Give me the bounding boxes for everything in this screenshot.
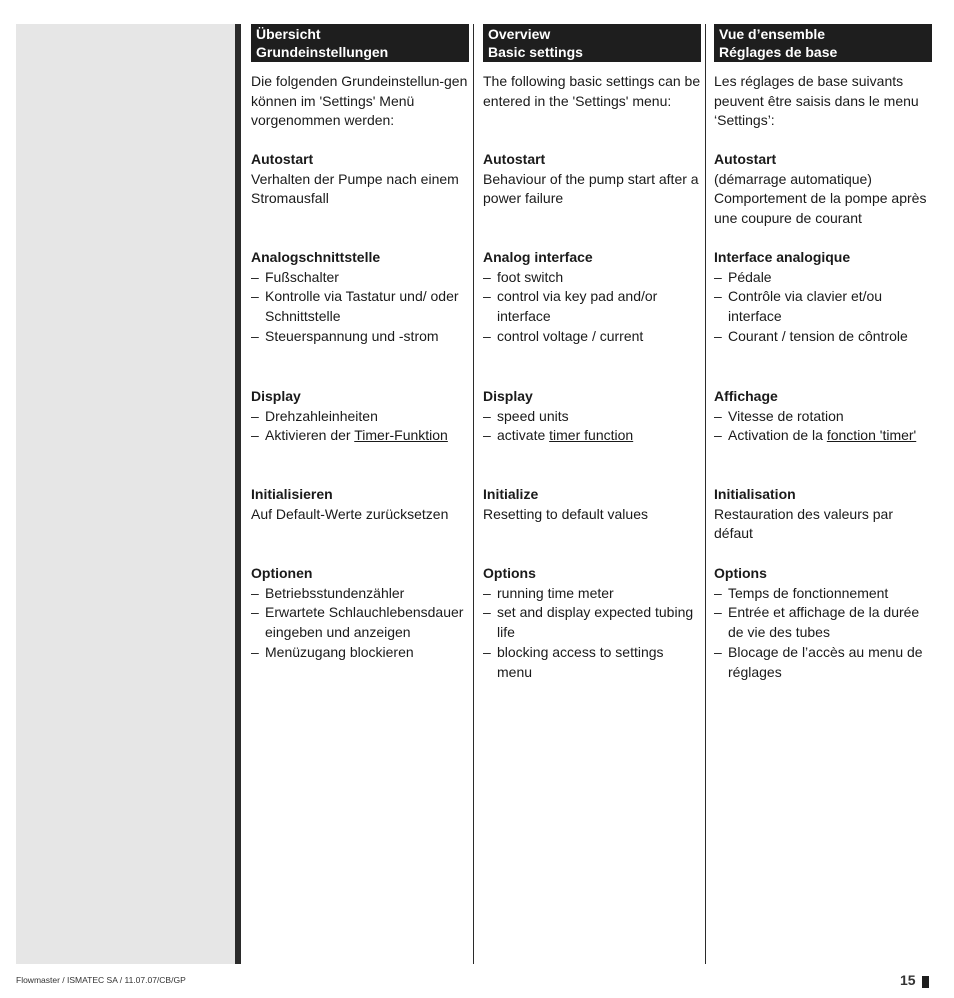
list-item: – Contrôle via clavier et/ou interface <box>714 287 932 326</box>
section-title: Autostart <box>714 151 777 167</box>
section-title: Display <box>251 388 301 404</box>
list-item: – blocking access to settings menu <box>483 643 701 682</box>
column-header <box>251 24 469 62</box>
intro-paragraph: Les réglages de base suivants peuvent être saisis dans le menu ‘Settings’: <box>714 73 919 129</box>
list-item <box>251 426 469 446</box>
section-title: Options <box>714 565 767 581</box>
section-title: Initialisieren <box>251 486 333 502</box>
section-text: Restauration des valeurs par défaut <box>714 505 893 542</box>
bullet-list <box>483 407 701 446</box>
list-item-text: Aktivieren der <box>265 427 355 444</box>
column-german <box>251 24 469 660</box>
section-text: Auf Default-Werte zurücksetzen <box>251 505 449 522</box>
section-analog <box>251 248 469 347</box>
column-divider-2 <box>705 24 706 964</box>
left-gray-panel <box>16 24 235 964</box>
list-item: – Blocage de l’accès au menu de réglages <box>714 643 932 682</box>
list-item: – speed units <box>483 407 701 427</box>
list-item: – Entrée et affichage de la durée de vie des tubes <box>714 603 932 642</box>
section-autostart <box>714 150 932 229</box>
intro-text <box>251 72 469 131</box>
list-item: – foot switch <box>483 268 701 288</box>
section-text: (démarrage automatique) Comportement de la pompe après une coupure de courant <box>714 170 927 227</box>
page-number: 15 <box>900 972 916 988</box>
section-analog <box>483 248 701 347</box>
section-text: Behaviour of the pump start after a power failure <box>483 170 699 207</box>
bullet-list <box>251 268 469 347</box>
header-line-2: Basic settings <box>488 44 583 60</box>
bullet-list <box>251 584 469 663</box>
bullet-list <box>251 407 469 446</box>
section-initialize <box>251 485 469 524</box>
section-display <box>714 387 932 446</box>
section-title: Analogschnittstelle <box>251 249 381 265</box>
section-title: Interface analogique <box>714 249 851 265</box>
header-line-1: Übersicht <box>256 26 321 42</box>
section-title: Options <box>483 565 536 581</box>
timer-function-link[interactable]: timer function <box>549 427 634 444</box>
header-line-2: Réglages de base <box>719 44 838 60</box>
list-item: – Erwartete Schlauchlebensdauer eingeben und anzeigen <box>251 603 469 642</box>
bullet-list <box>714 584 932 683</box>
list-item: – set and display expected tubing life <box>483 603 701 642</box>
list-item: – Steuerspannung und -strom <box>251 327 469 347</box>
intro-paragraph: Die folgenden Grundeinstellun-gen können im 'Settings' Menü vorgenommen werden: <box>251 73 468 129</box>
section-display <box>483 387 701 446</box>
section-initialize <box>714 485 932 544</box>
section-title: Analog interface <box>483 249 593 265</box>
list-item: – control via key pad and/or interface <box>483 287 701 326</box>
header-line-1: Vue d’ensemble <box>719 26 826 42</box>
list-item <box>483 426 701 446</box>
section-initialize <box>483 485 701 524</box>
left-vertical-rule <box>235 24 241 964</box>
page-marker <box>922 976 929 988</box>
column-header <box>714 24 932 62</box>
timer-function-link[interactable]: Timer-Funktion <box>354 427 448 444</box>
section-options <box>483 564 701 682</box>
section-title: Affichage <box>714 388 778 404</box>
section-options <box>251 564 469 663</box>
list-item <box>714 426 932 446</box>
list-item: – Vitesse de rotation <box>714 407 932 427</box>
list-item-text: activate <box>497 427 550 444</box>
section-title: Display <box>483 388 533 404</box>
bullet-list <box>714 407 932 446</box>
list-item: – Menüzugang blockieren <box>251 643 469 663</box>
intro-text <box>483 72 701 111</box>
section-title: Initialize <box>483 486 539 502</box>
column-header <box>483 24 701 62</box>
footer-info: Flowmaster / ISMATEC SA / 11.07.07/CB/GP <box>16 975 186 985</box>
list-item-text: Activation de la <box>728 427 827 444</box>
intro-text <box>714 72 932 131</box>
list-item: – Courant / tension de côntrole <box>714 327 932 347</box>
section-title: Initialisation <box>714 486 796 502</box>
intro-paragraph: The following basic settings can be entered in the 'Settings' menu: <box>483 73 701 109</box>
section-text: Resetting to default values <box>483 505 648 522</box>
section-autostart <box>483 150 701 209</box>
section-title: Autostart <box>483 151 546 167</box>
section-title: Autostart <box>251 151 314 167</box>
section-display <box>251 387 469 446</box>
section-options <box>714 564 932 682</box>
section-title: Optionen <box>251 565 313 581</box>
list-item: – Pédale <box>714 268 932 288</box>
list-item: – Fußschalter <box>251 268 469 288</box>
list-item: – Drehzahleinheiten <box>251 407 469 427</box>
column-divider-1 <box>473 24 474 964</box>
header-line-1: Overview <box>488 26 551 42</box>
column-french <box>714 24 932 680</box>
bullet-list <box>714 268 932 347</box>
section-text: Verhalten der Pumpe nach einem Stromausfall <box>251 170 459 207</box>
list-item: – Betriebsstundenzähler <box>251 584 469 604</box>
section-analog <box>714 248 932 347</box>
list-item: – Kontrolle via Tastatur und/ oder Schnittstelle <box>251 287 469 326</box>
bullet-list <box>483 584 701 683</box>
list-item: – Temps de fonctionnement <box>714 584 932 604</box>
timer-function-link[interactable]: fonction 'timer' <box>826 427 917 444</box>
list-item: – running time meter <box>483 584 701 604</box>
list-item: – control voltage / current <box>483 327 701 347</box>
column-english <box>483 24 701 680</box>
header-line-2: Grundeinstellungen <box>256 44 389 60</box>
section-autostart <box>251 150 469 209</box>
bullet-list <box>483 268 701 347</box>
